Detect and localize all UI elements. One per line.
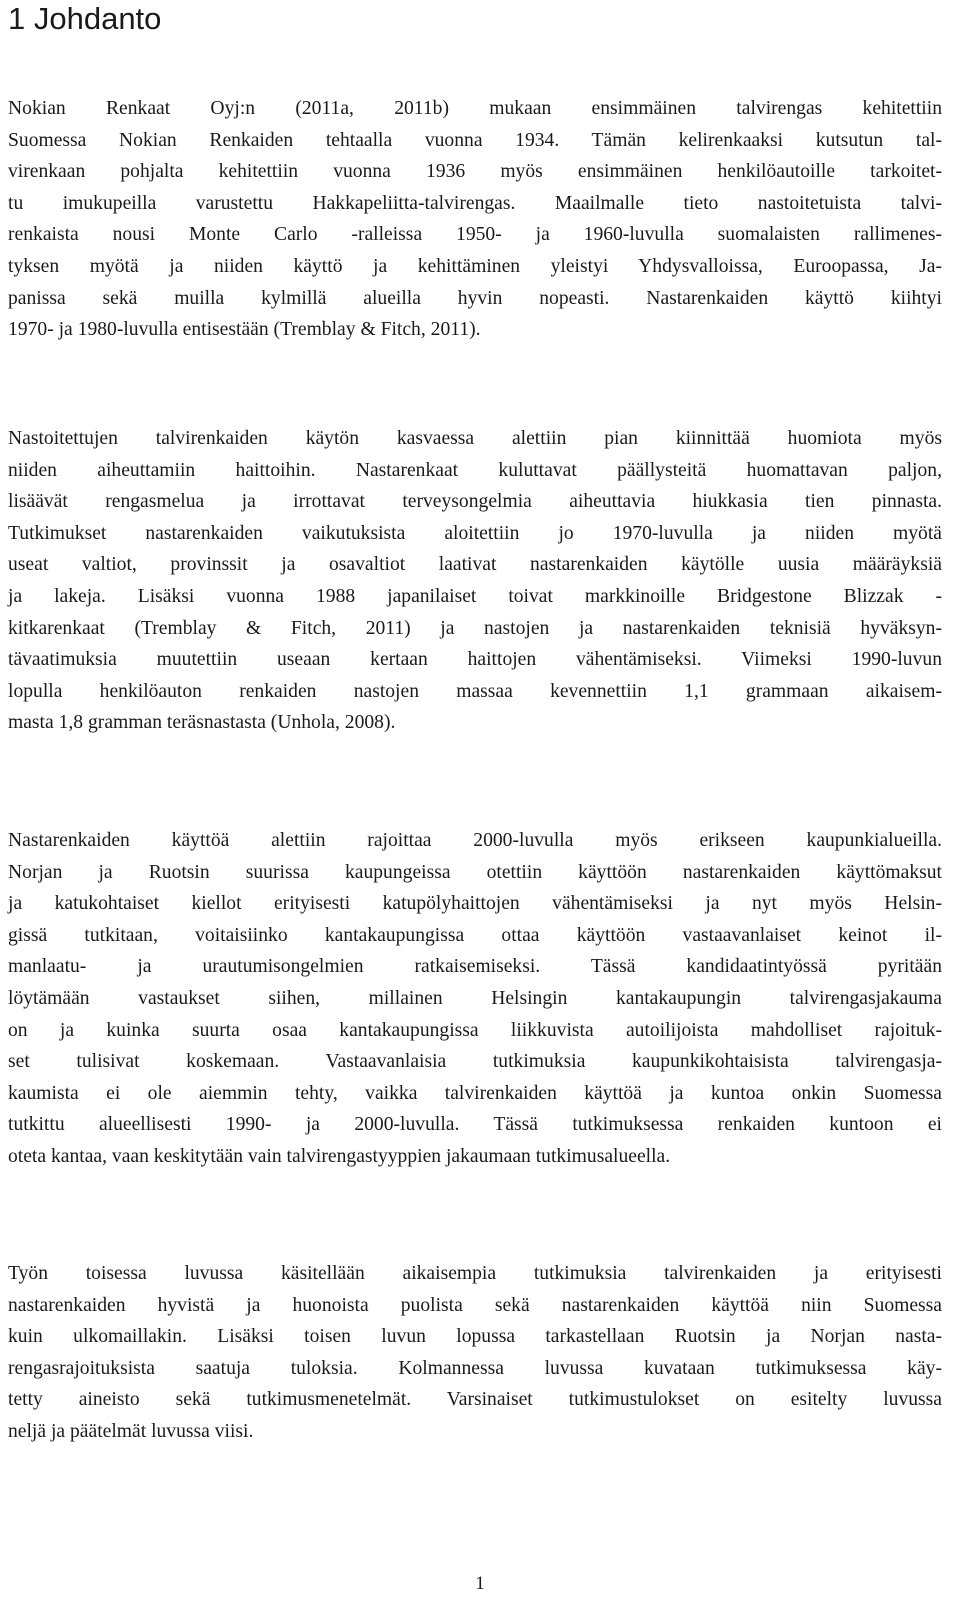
- text-line: kuin ulkomaillakin. Lisäksi toisen luvun lopussa tarkastellaan Ruotsin ja Norjan nasta-: [8, 1326, 942, 1348]
- paragraph-1: [8, 93, 942, 346]
- text-line: rengasrajoituksista saatuja tuloksia. Kolmannessa luvussa kuvataan tutkimuksessa käy-: [8, 1357, 942, 1379]
- text-line: neljä ja päätelmät luvussa viisi.: [8, 1420, 254, 1442]
- text-line: on ja kuinka suurta osaa kantakaupungissa liikkuvista autoilijoista mahdolliset rajoituk-: [8, 1019, 942, 1041]
- text-line: gissä tutkitaan, voitaisiinko kantakaupungissa ottaa käyttöön vastaavanlaiset keinot il-: [8, 924, 942, 946]
- text-line: löytämään vastaukset siihen, millainen Helsingin kantakaupungin talvirengasjakauma: [8, 987, 942, 1009]
- text-line: tyksen myötä ja niiden käyttö ja kehittäminen yleistyi Yhdysvalloissa, Euroopassa, Ja-: [8, 255, 942, 277]
- text-line: panissa sekä muilla kylmillä alueilla hyvin nopeasti. Nastarenkaiden käyttö kiihtyi: [8, 287, 942, 309]
- text-line: masta 1,8 gramman teräsnastasta (Unhola, 2008).: [8, 712, 396, 734]
- text-line: renkaista nousi Monte Carlo -ralleissa 1950- ja 1960-luvulla suomalaisten rallimenes-: [8, 224, 942, 246]
- text-line: ja katukohtaiset kiellot erityisesti katupölyhaittojen vähentämiseksi ja nyt myös Helsin-: [8, 893, 942, 915]
- text-line: manlaatu- ja urautumisongelmien ratkaisemiseksi. Tässä kandidaatintyössä pyritään: [8, 956, 942, 978]
- text-line: niiden aiheuttamiin haittoihin. Nastarenkaat kuluttavat päällysteitä huomattavan paljon,: [8, 459, 942, 481]
- section-heading: 1 Johdanto: [8, 1, 162, 36]
- text-line: tetty aineisto sekä tutkimusmenetelmät. Varsinaiset tutkimustulokset on esitelty luvussa: [8, 1389, 942, 1411]
- text-line: Nokian Renkaat Oyj:n (2011a, 2011b) mukaan ensimmäinen talvirengas kehitettiin: [8, 98, 942, 119]
- text-line: Suomessa Nokian Renkaiden tehtaalla vuonna 1934. Tämän kelirenkaaksi kutsutun tal-: [8, 129, 942, 151]
- text-line: Työn toisessa luvussa käsitellään aikaisempia tutkimuksia talvirenkaiden ja erityisesti: [8, 1263, 942, 1284]
- paragraph-2: [8, 423, 942, 739]
- text-line: nastarenkaiden hyvistä ja huonoista puolista sekä nastarenkaiden käyttöä niin Suomessa: [8, 1294, 942, 1316]
- text-line: Tutkimukset nastarenkaiden vaikutuksista aloitettiin jo 1970-luvulla ja niiden myötä: [8, 522, 942, 544]
- text-line: Nastoitettujen talvirenkaiden käytön kasvaessa alettiin pian kiinnittää huomiota myös: [8, 428, 942, 449]
- text-line: lisäävät rengasmelua ja irrottavat terveysongelmia aiheuttavia hiukkasia tien pinnasta.: [8, 491, 942, 513]
- text-line: kitkarenkaat (Tremblay & Fitch, 2011) ja nastojen ja nastarenkaiden teknisiä hyväksyn-: [8, 617, 942, 639]
- text-line: virenkaan pohjalta kehitettiin vuonna 1936 myös ensimmäinen henkilöautoille tarkoitet-: [8, 161, 942, 183]
- text-line: oteta kantaa, vaan keskitytään vain talvirengastyyppien jakaumaan tutkimusalueella.: [8, 1145, 671, 1167]
- text-line: tutkittu alueellisesti 1990- ja 2000-luvulla. Tässä tutkimuksessa renkaiden kuntoon ei: [8, 1114, 942, 1136]
- text-line: Norjan ja Ruotsin suurissa kaupungeissa otettiin käyttöön nastarenkaiden käyttömaksut: [8, 861, 942, 883]
- page-number: 1: [475, 1573, 485, 1594]
- text-line: ja lakeja. Lisäksi vuonna 1988 japanilaiset toivat markkinoille Bridgestone Blizzak -: [8, 585, 942, 607]
- text-line: Nastarenkaiden käyttöä alettiin rajoittaa 2000-luvulla myös erikseen kaupunkialueilla.: [8, 830, 942, 851]
- text-line: tävaatimuksia muutettiin useaan kertaan haittojen vähentämiseksi. Viimeksi 1990-luvun: [8, 649, 942, 671]
- text-line: set tulisivat koskemaan. Vastaavanlaisia tutkimuksia kaupunkikohtaisista talvirengasja-: [8, 1051, 942, 1073]
- paragraph-4: [8, 1258, 942, 1448]
- paragraph-3: [8, 825, 942, 1173]
- text-line: tu imukupeilla varustettu Hakkapeliitta-talvirengas. Maailmalle tieto nastoitetuista talvi-: [8, 192, 942, 214]
- text-line: 1970- ja 1980-luvulla entisestään (Tremblay & Fitch, 2011).: [8, 319, 481, 341]
- text-line: kaumista ei ole aiemmin tehty, vaikka talvirenkaiden käyttöä ja kuntoa onkin Suomessa: [8, 1082, 942, 1104]
- text-line: useat valtiot, provinssit ja osavaltiot laativat nastarenkaiden käytölle uusia määräyksiä: [8, 554, 942, 576]
- text-line: lopulla henkilöauton renkaiden nastojen massaa kevennettiin 1,1 grammaan aikaisem-: [8, 680, 942, 702]
